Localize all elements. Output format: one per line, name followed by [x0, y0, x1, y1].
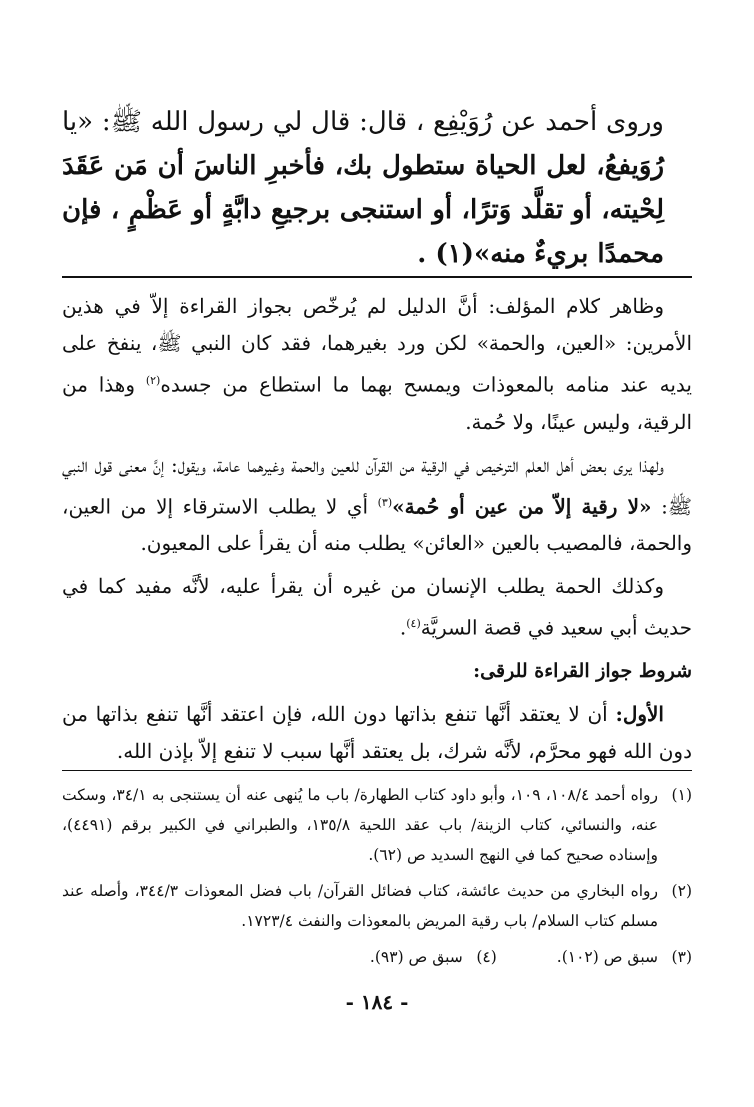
- footnote-4: [370, 942, 497, 972]
- paragraph-4-text: أن لا يعتقد أنَّها تنفع بذاتها دون الله، فإن اعتقد أنَّها تنفع بذاتها من دون الله فهو محرَّم، لأنَّه شرك، بل يعتقد أنَّها سبب لا تنفع إلاّ بإذن الله.: [62, 701, 692, 763]
- paragraph-4: [62, 696, 692, 770]
- footnote-2-number: (٢): [671, 882, 692, 900]
- top-divider: [62, 276, 692, 278]
- footnote-ref-3: (٣): [377, 495, 393, 509]
- footnote-2-text: رواه البخاري من حديث عائشة، كتاب فضائل القرآن/ باب فضل المعوذات ٣٤٤/٣، وأصله عند مسلم كتاب السلام/ باب رقية المريض بالمعوذات والنفث ١٧٢٣/٤.: [62, 882, 658, 930]
- paragraph-1-end: وهذا من الرقية، وليس عينًا، ولا حُمة.: [62, 372, 692, 434]
- paragraph-3: [62, 568, 692, 647]
- section-heading: شروط جواز القراءة للرقى:: [473, 659, 692, 682]
- footnote-1: [62, 780, 692, 870]
- paragraph-4-label: الأول:: [615, 701, 664, 726]
- quote-line-3: تقلَّد وَترًا، أو استنجى برجيعِ دابَّةٍ أو عَظْمٍ ، فإن محمدًا بريءٌ: [62, 195, 664, 269]
- paragraph-2-text-a: ولهذا يرى بعض أهل العلم الترخيص في الرقية من القرآن للعين والحمة وغيرهما عامة، ويقول: إنَّ معنى قول النبي ﷺ:: [62, 452, 692, 519]
- footnote-2: [62, 876, 692, 936]
- footnotes-3-4-row: [62, 942, 692, 978]
- paragraph-2: [62, 447, 692, 563]
- hadith-quote: [62, 100, 664, 276]
- footnote-4-text: سبق ص (٩٣).: [369, 948, 463, 966]
- footnote-1-text: رواه أحمد ١٠٨/٤، ١٠٩، وأبو داود كتاب الطهارة/ باب ما يُنهى عنه أن يستنجى به ٣٤/١، وسكت عنه، والنسائي، كتاب الزينة/ باب عقد اللحية ١٣٥/٨، والطبراني في الكبير برقم (٤٤٩١)، وإسناده صحيح كما في النهج السديد ص (٦٢).: [62, 786, 658, 864]
- footnotes-divider: [62, 770, 692, 771]
- footnote-1-number: (١): [671, 786, 692, 804]
- paragraph-3-end: .: [399, 615, 407, 640]
- main-text: [62, 288, 692, 776]
- footnote-ref-2: (٢): [145, 374, 161, 387]
- footnote-3: [557, 942, 692, 972]
- footnote-3-number: (٣): [671, 948, 692, 966]
- paragraph-2-text-b: أي لا يطلب الاسترقاء إلا من العين، والحمة، فالمصيب بالعين «العائن» يطلب منه أن يقرأ على المعيون.: [62, 494, 692, 556]
- footnotes: [62, 780, 692, 978]
- paragraph-2-hadith: «لا رقية إلاّ من عين أو حُمة»: [392, 494, 652, 519]
- paragraph-1-text: وظاهر كلام المؤلف: أنَّ الدليل لم يُرخّص بجواز القراءة إلاّ في هذين الأمرين: «العين، والحمة» لكن ورد بغيرهما، فقد كان النبي ﷺ، ينفخ على يديه عند منامه بالمعوذات ويمسح بهما ما استطاع من جسده: [62, 294, 693, 397]
- footnote-3-text: سبق ص (١٠٢).: [556, 948, 658, 966]
- footnote-4-number: (٤): [476, 948, 497, 966]
- quote-line-2: رُوَيفعُ، لعل الحياة ستطول بك، فأخبرِ الناسَ أن مَن عَقَدَ لِحْيته، أو: [62, 151, 664, 225]
- paragraph-3-text: وكذلك الحمة يطلب الإنسان من غيره أن يقرأ عليه، لأنَّه مفيد كما في حديث أبي سعيد في قصة السريَّة: [62, 574, 692, 640]
- quote-line-4: منه»(١) .: [417, 239, 526, 269]
- paragraph-1: [62, 288, 692, 441]
- footnote-ref-4: (٤): [406, 617, 421, 631]
- quote-line-1: وروى أحمد عن رُوَيْفِع ، قال: قال لي رسول الله ﷺ: «يا: [62, 107, 664, 137]
- page-number: - ١٨٤ -: [345, 990, 409, 1014]
